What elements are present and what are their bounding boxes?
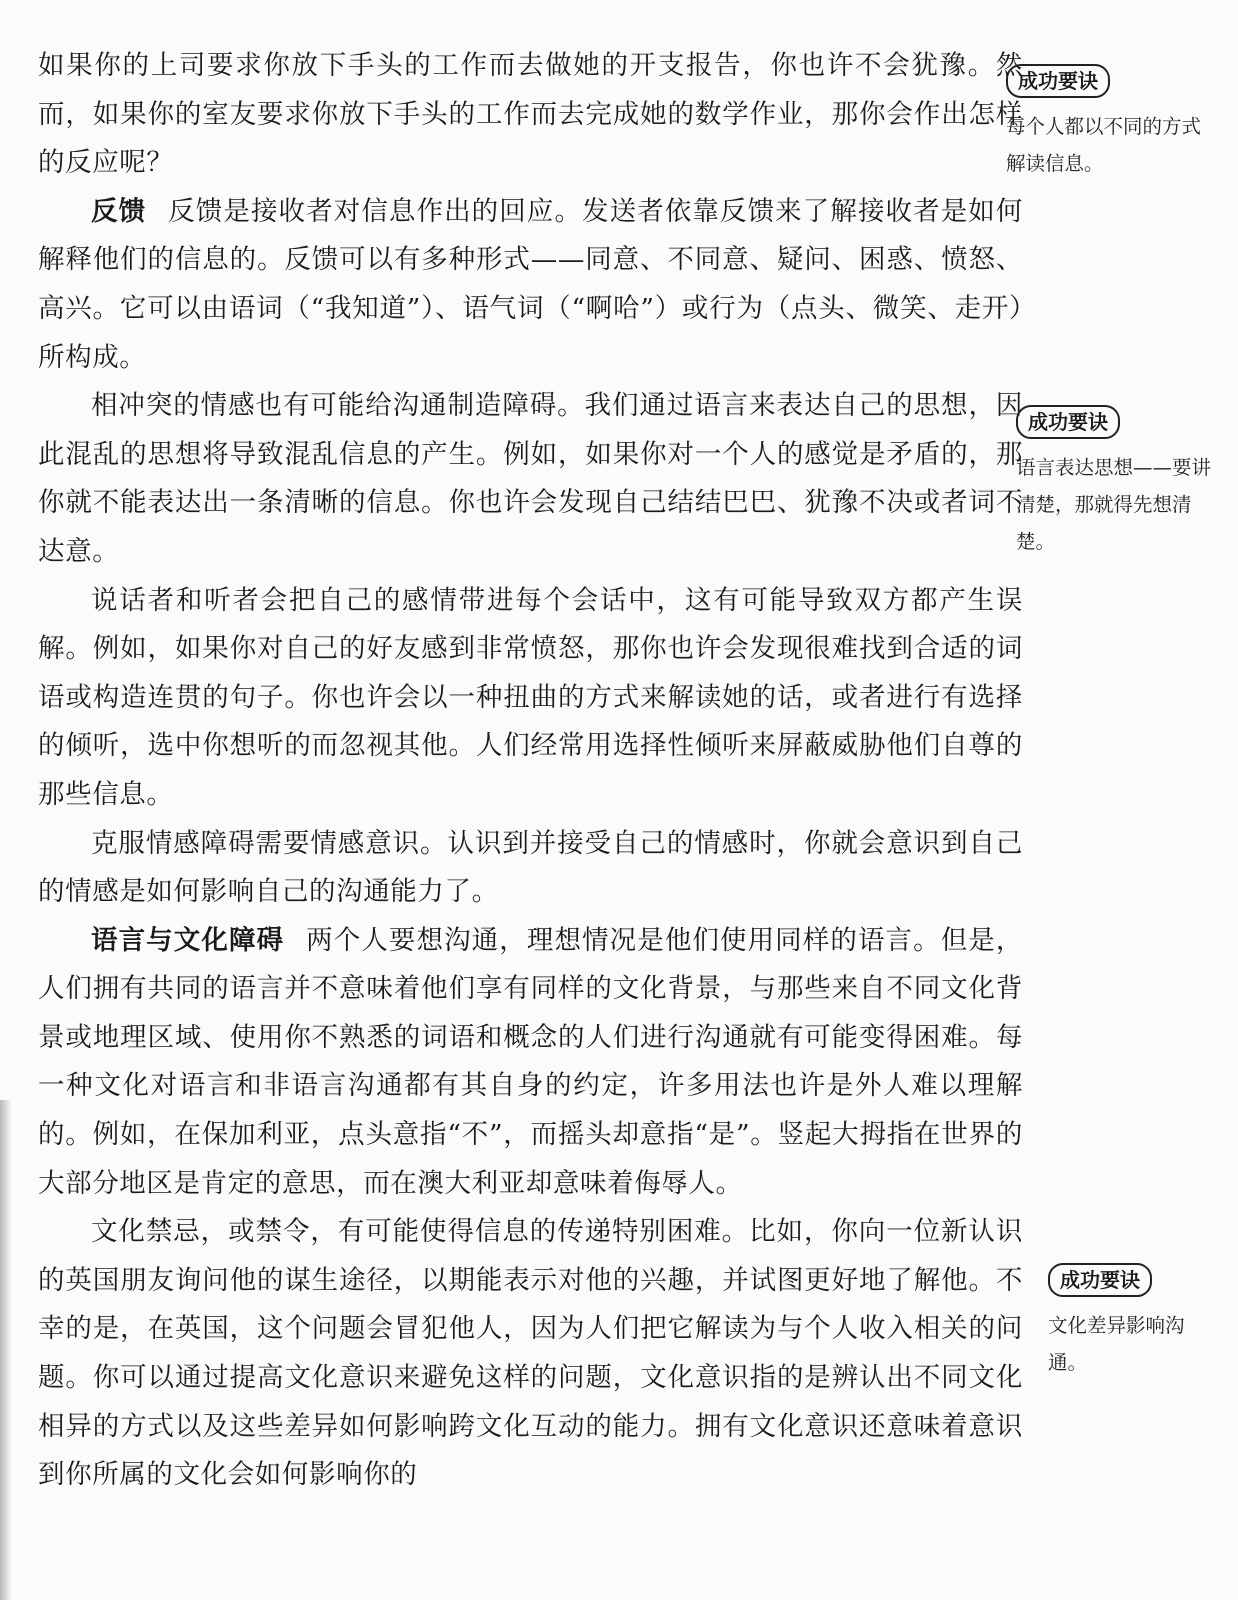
term-heading: 语言与文化障碍 [91,924,285,956]
paragraph-3: 相冲突的情感也有可能给沟通制造障碍。我们通过语言来表达自己的思想，因此混乱的思想将导致混乱信息的产生。例如，如果你对一个人的感觉是矛盾的，那你就不能表达出一条清晰的信息。你也许会发现自己结结巴巴、犹豫不决或者词不达意。 [38,390,1023,567]
tip-badge: 成功要诀 [1016,405,1120,439]
term-heading: 反馈 [91,195,147,227]
tip-text: 文化差异影响沟通。 [1048,1314,1185,1374]
paragraph-5: 克服情感障碍需要情感意识。认识到并接受自己的情感时，你就会意识到自己的情感是如何影响自己的沟通能力了。 [38,827,1023,908]
paragraph-1: 如果你的上司要求你放下手头的工作而去做她的开支报告，你也许不会犹豫。然而，如果你的室友要求你放下手头的工作而去完成她的数学作业，那你会作出怎样的反应呢？ [38,50,1023,179]
margin-tip-2 [1016,405,1221,560]
margin-tip-1 [1006,64,1211,182]
tip-badge: 成功要诀 [1048,1263,1152,1297]
tip-badge: 成功要诀 [1006,64,1110,98]
page-edge-shadow [0,1100,12,1600]
paragraph-6-language-culture: 语言与文化障碍 两个人要想沟通，理想情况是他们使用同样的语言。但是，人们拥有共同的语言并不意味着他们享有同样的文化背景，与那些来自不同文化背景或地理区域、使用你不熟悉的词语和概念的人们进行沟通就有可能变得困难。每一种文化对语言和非语言沟通都有其自身的约定，许多用法也许是外人难以理解的。例如，在保加利亚，点头意指“不”，而摇头却意指“是”。竖起大拇指在世界的大部分地区是肯定的意思，而在澳大利亚却意味着侮辱人。 [38,924,1023,1199]
main-text-column [38,42,1023,1500]
margin-tip-3 [1048,1263,1218,1381]
paragraph-2-feedback: 反馈 反馈是接收者对信息作出的回应。发送者依靠反馈来了解接收者是如何解释他们的信息的。反馈可以有多种形式——同意、不同意、疑问、困惑、愤怒、高兴。它可以由语词（“我知道”）、语气词（“啊哈”）或行为（点头、微笑、走开）所构成。 [38,195,1023,373]
tip-text: 每个人都以不同的方式解读信息。 [1006,115,1202,175]
paragraph-7: 文化禁忌，或禁令，有可能使得信息的传递特别困难。比如，你向一位新认识的英国朋友询问他的谋生途径，以期能表示对他的兴趣，并试图更好地了解他。不幸的是，在英国，这个问题会冒犯他人，因为人们把它解读为与个人收入相关的问题。你可以通过提高文化意识来避免这样的问题，文化意识指的是辨认出不同文化相异的方式以及这些差异如何影响跨文化互动的能力。拥有文化意识还意味着意识到你所属的文化会如何影响你的 [38,1216,1023,1491]
paragraph-4: 说话者和听者会把自己的感情带进每个会话中，这有可能导致双方都产生误解。例如，如果你对自己的好友感到非常愤怒，那你也许会发现很难找到合适的词语或构造连贯的句子。你也许会以一种扭曲的方式来解读她的话，或者进行有选择的倾听，选中你想听的而忽视其他。人们经常用选择性倾听来屏蔽威胁他们自尊的那些信息。 [38,584,1023,810]
tip-text: 语言表达思想——要讲清楚，那就得先想清楚。 [1016,456,1212,553]
